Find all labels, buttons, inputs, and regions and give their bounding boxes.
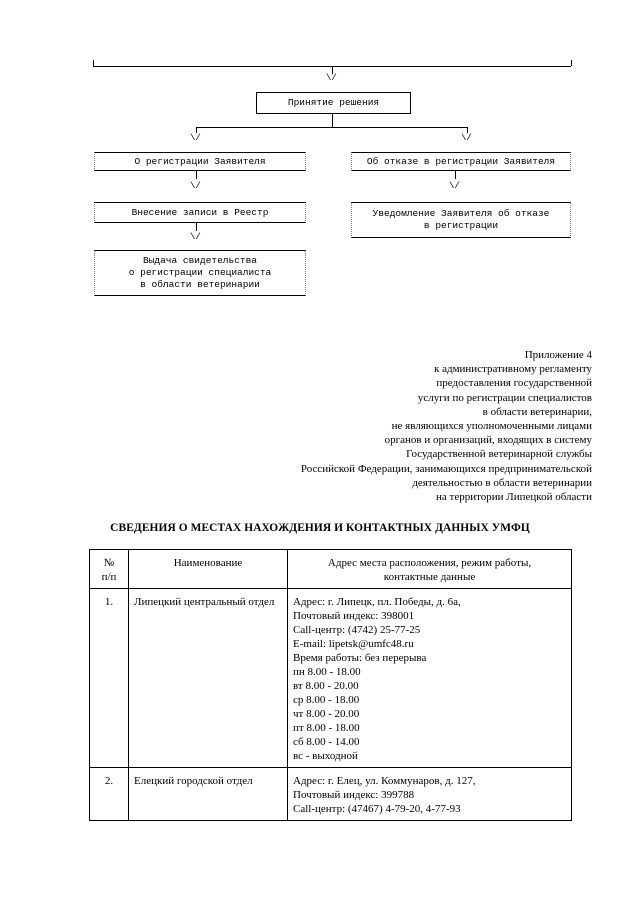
left-step3-box: Выдача свидетельства о регистрации специалиста в области ветеринарии xyxy=(94,250,306,296)
right-step2-box: Уведомление Заявителя об отказе в регистрации xyxy=(351,202,571,238)
split-connector-line xyxy=(332,114,333,127)
address-line: Адрес: г. Липецк, пл. Победы, д. 6а, xyxy=(293,596,461,608)
office-address xyxy=(288,768,572,821)
flowchart xyxy=(0,0,640,310)
appendix-line: на территории Липецкой области xyxy=(436,491,592,504)
appendix-line: в области ветеринарии, xyxy=(482,405,592,418)
appendix-header xyxy=(172,348,592,504)
page-title: СВЕДЕНИЯ О МЕСТАХ НАХОЖДЕНИЯ И КОНТАКТНЫХ ДАННЫХ УМФЦ xyxy=(110,522,530,534)
arrow-down-icon: \/ xyxy=(449,181,460,191)
left-connector-line xyxy=(196,171,197,179)
arrow-down-icon: \/ xyxy=(190,232,201,242)
left-connector-line-2 xyxy=(196,223,197,231)
arrow-down-icon: \/ xyxy=(461,133,472,143)
address-line: сб 8.00 - 14.00 xyxy=(293,736,360,748)
column-header-name: Наименование xyxy=(129,550,288,589)
office-name: Липецкий центральный отдел xyxy=(129,589,288,768)
appendix-line: к административному регламенту xyxy=(434,363,592,376)
address-line: вт 8.00 - 20.00 xyxy=(293,680,359,692)
top-bracket-left-tick xyxy=(93,60,94,66)
table-row xyxy=(90,768,572,821)
address-line: Время работы: без перерыва xyxy=(293,652,427,664)
table-row xyxy=(90,589,572,768)
address-line: Call-центр: (47467) 4-79-20, 4-77-93 xyxy=(293,803,461,815)
left-branch-box: О регистрации Заявителя xyxy=(94,152,306,171)
column-header-num: № п/п xyxy=(90,550,129,589)
appendix-line: услуги по регистрации специалистов xyxy=(417,391,592,404)
appendix-line: Приложение 4 xyxy=(524,349,592,361)
arrow-down-icon: \/ xyxy=(190,133,201,143)
table-header-row xyxy=(90,550,572,589)
right-connector-line xyxy=(455,171,456,179)
appendix-line: не являющихся уполномоченными лицами xyxy=(391,420,592,433)
decision-box: Принятие решения xyxy=(256,92,411,114)
row-number: 1. xyxy=(90,589,129,768)
address-line: Почтовый индекс: 399788 xyxy=(293,789,415,801)
address-line: пт 8.00 - 18.00 xyxy=(293,722,360,734)
address-line: пн 8.00 - 18.00 xyxy=(293,666,361,678)
column-header-address: Адрес места расположения, режим работы, контактные данные xyxy=(288,550,572,589)
address-line: E-mail: lipetsk@umfc48.ru xyxy=(293,638,414,650)
appendix-line: Российской Федерации, занимающихся предпринимательской xyxy=(300,462,592,475)
arrow-down-icon: \/ xyxy=(326,73,337,83)
address-line: Call-центр: (4742) 25-77-25 xyxy=(293,624,421,636)
office-name: Елецкий городской отдел xyxy=(129,768,288,821)
row-number: 2. xyxy=(90,768,129,821)
appendix-line: деятельностью в области ветеринарии xyxy=(412,476,592,489)
address-line: ср 8.00 - 18.00 xyxy=(293,694,360,706)
office-address xyxy=(288,589,572,768)
address-line: вс - выходной xyxy=(293,750,358,762)
right-branch-box: Об отказе в регистрации Заявителя xyxy=(351,152,571,171)
address-line: Адрес: г. Елец, ул. Коммунаров, д. 127, xyxy=(293,775,476,787)
appendix-line: Государственной ветеринарной службы xyxy=(406,448,592,461)
top-bracket-right-tick xyxy=(571,60,572,66)
split-horizontal-line xyxy=(196,127,467,128)
arrow-down-icon: \/ xyxy=(190,181,201,191)
address-line: Почтовый индекс: 398001 xyxy=(293,610,415,622)
appendix-line: предоставления государственной xyxy=(436,377,592,390)
left-step2-box: Внесение записи в Реестр xyxy=(94,202,306,223)
umfc-table xyxy=(89,549,572,821)
address-line: чт 8.00 - 20.00 xyxy=(293,708,360,720)
appendix-line: органов и организаций, входящих в систему xyxy=(384,434,592,447)
